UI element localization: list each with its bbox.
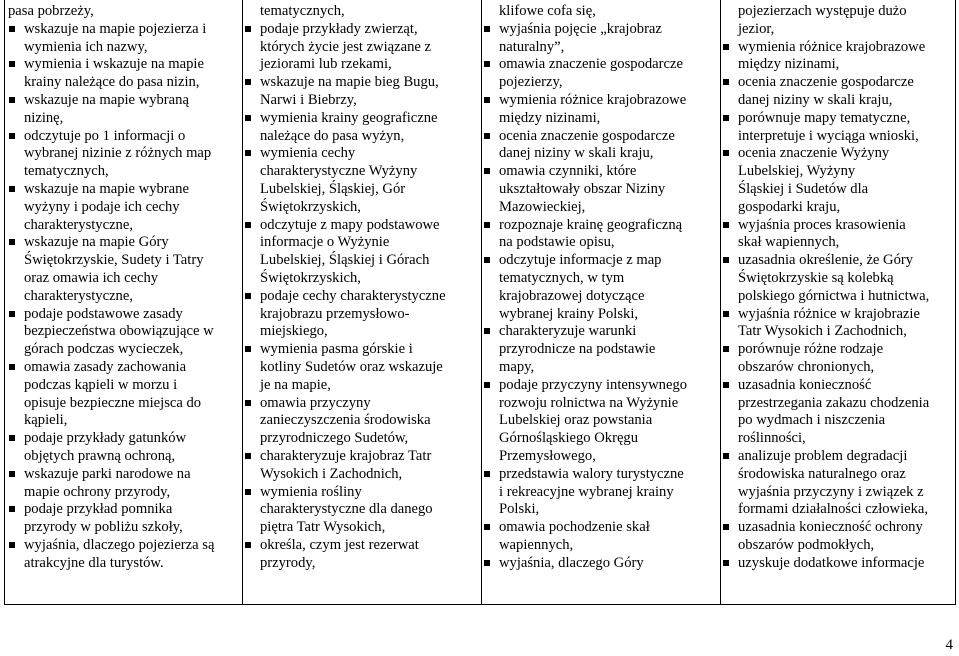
text-line: tematycznych, — [24, 163, 109, 180]
text-line: pasa pobrzeży, — [8, 3, 94, 19]
bullet-item-line: podaje przykłady gatunków — [8, 430, 241, 448]
bullet-item-line: wskazuje na mapie wybrane — [8, 181, 241, 199]
bullet-item-line: analizuje problem degradacji — [722, 448, 955, 466]
text-line: opisuje bezpieczne miejsca do — [24, 394, 202, 411]
bullet-item-line: wyjaśnia proces krasowienia — [722, 217, 955, 235]
bullet-item-line: podaje przykład pomnika — [8, 501, 241, 519]
text-line: Mazowieckiej, — [499, 198, 586, 215]
requirements-column-4 — [722, 3, 955, 573]
text-line: pojezierzach występuje dużo — [738, 3, 907, 19]
bullet-item-line: wyjaśnia, dlaczego Góry — [483, 555, 719, 573]
text-line: Śląskiej i Sudetów dla — [738, 180, 869, 197]
bullet-item-line: przedstawia walory turystyczne — [483, 466, 719, 484]
text-line: Lubelskiej, Śląskiej i Górach — [260, 252, 430, 269]
bullet-item-line: omawia pochodzenie skał — [483, 519, 719, 537]
text-line: zanieczyszczenia środowiska — [260, 412, 431, 429]
text-line: między nizinami, — [738, 56, 840, 73]
text-line: środowiska naturalnego oraz — [738, 465, 906, 482]
text-line: bezpieczeństwa obowiązujące w — [24, 323, 214, 340]
text-line: danej niziny w skali kraju, — [738, 91, 893, 108]
text-line: których życie jest związane z — [260, 38, 431, 55]
requirements-column-1 — [8, 3, 241, 573]
bullet-item-line: wymienia krainy geograficzne — [244, 110, 480, 128]
text-line: Narwi i Biebrzy, — [260, 91, 357, 108]
text-line: przyrody, — [260, 554, 316, 571]
text-line: jezior, — [738, 20, 775, 37]
text-line: oraz omawia ich cechy — [24, 269, 159, 286]
text-line: Polski, — [499, 501, 540, 518]
bullet-item-line: porównuje mapy tematyczne, — [722, 110, 955, 128]
bullet-item-line: wskazuje parki narodowe na — [8, 466, 241, 484]
bullet-item-line: podaje cechy charakterystyczne — [244, 288, 480, 306]
text-line: informacje o Wyżynie — [260, 234, 390, 251]
page-number: 4 — [945, 637, 953, 653]
text-line: przestrzegania zakazu chodzenia — [738, 394, 930, 411]
bullet-item-line: odczytuje informacje z map — [483, 252, 719, 270]
bullet-item-line: charakteryzuje krajobraz Tatr — [244, 448, 480, 466]
text-line: miejskiego, — [260, 323, 328, 340]
text-line: Lubelskiej, Śląskiej, Gór — [260, 180, 406, 197]
bullet-item-line: uzasadnia konieczność ochrony — [722, 519, 955, 537]
text-line: kotliny Sudetów oraz wskazuje — [260, 358, 443, 375]
table-border-left — [4, 0, 5, 605]
text-line: formami działalności człowieka, — [738, 501, 929, 518]
text-line: wybranej nizinie z różnych map — [24, 145, 212, 162]
text-line: po wydmach i niszczenia — [738, 412, 886, 429]
bullet-item-line: wyjaśnia różnice w krajobrazie — [722, 306, 955, 324]
bullet-item-line: omawia zasady zachowania — [8, 359, 241, 377]
text-line: roślinności, — [738, 430, 806, 447]
text-line: górach podczas wycieczek, — [24, 341, 184, 358]
text-line: kąpieli, — [24, 412, 68, 429]
text-line: krainy należące do pasa nizin, — [24, 74, 200, 91]
bullet-item-line: wyjaśnia pojęcie „krajobraz — [483, 21, 719, 39]
text-line: wapiennych, — [499, 536, 574, 553]
text-line: skał wapiennych, — [738, 234, 840, 251]
bullet-item-line: ocenia znaczenie gospodarcze — [722, 74, 955, 92]
requirements-column-2 — [244, 3, 480, 573]
text-line: Przemysłowego, — [499, 447, 596, 464]
text-line: Świętokrzyskie są kolebką — [738, 269, 894, 286]
bullet-item-line: wymienia różnice krajobrazowe — [483, 92, 719, 110]
column-divider — [242, 0, 243, 605]
text-line: przyrodnicze na podstawie — [499, 341, 656, 358]
text-line: naturalny”, — [499, 38, 565, 55]
text-line: przyrodniczego Sudetów, — [260, 430, 409, 447]
bullet-item-line: wyjaśnia, dlaczego pojezierza są — [8, 537, 241, 555]
text-line: na podstawie opisu, — [499, 234, 615, 251]
text-line: charakterystyczne Wyżyny — [260, 163, 418, 180]
bullet-item-line: określa, czym jest rezerwat — [244, 537, 480, 555]
bullet-item-line: omawia przyczyny — [244, 395, 480, 413]
text-line: Świętokrzyskich, — [260, 269, 361, 286]
text-line: Świętokrzyskie, Sudety i Tatry — [24, 252, 204, 269]
text-line: wybranej krainy Polski, — [499, 305, 639, 322]
text-line: jeziorami lub rzekami, — [260, 56, 392, 73]
bullet-item-line: wskazuje na mapie pojezierza i — [8, 21, 241, 39]
text-line: między nizinami, — [499, 109, 601, 126]
text-line: tematycznych, — [260, 3, 345, 19]
text-line: obszarów podmokłych, — [738, 536, 875, 553]
text-line: nizinę, — [24, 109, 64, 126]
text-line: charakterystyczne, — [24, 287, 133, 304]
text-line: atrakcyjne dla turystów. — [24, 554, 164, 571]
bullet-item-line: uzasadnia określenie, że Góry — [722, 252, 955, 270]
text-line: należące do pasa wyżyn, — [260, 127, 405, 144]
column-divider — [720, 0, 721, 605]
text-line: wyżyny i podaje ich cechy — [24, 198, 180, 215]
text-line: piętra Tatr Wysokich, — [260, 519, 386, 536]
bullet-item-line: porównuje różne rodzaje — [722, 341, 955, 359]
text-line: Górnośląskiego Okręgu — [499, 430, 639, 447]
text-line: mapie ochrony przyrody, — [24, 483, 171, 500]
text-line: obszarów chronionych, — [738, 358, 875, 375]
bullet-item-line: wymienia cechy — [244, 145, 480, 163]
text-line: przyrody w pobliżu szkoły, — [24, 519, 183, 536]
text-line: danej niziny w skali kraju, — [499, 145, 654, 162]
text-line: Świętokrzyskich, — [260, 198, 361, 215]
bullet-item-line: wymienia rośliny — [244, 484, 480, 502]
text-line: polskiego górnictwa i hutnictwa, — [738, 287, 930, 304]
text-line: wyjaśnia przyczyny i związek z — [738, 483, 924, 500]
text-line: Lubelskiej oraz powstania — [499, 412, 653, 429]
text-line: krajobrazowej dotyczące — [499, 287, 645, 304]
bullet-item-line: wskazuje na mapie wybraną — [8, 92, 241, 110]
text-line: charakterystyczne, — [24, 216, 133, 233]
column-divider — [481, 0, 482, 605]
text-line: tematycznych, w tym — [499, 269, 625, 286]
bullet-item-line: charakteryzuje warunki — [483, 323, 719, 341]
bullet-item-line: wymienia różnice krajobrazowe — [722, 39, 955, 57]
text-line: Wysokich i Zachodnich, — [260, 465, 403, 482]
text-line: Tatr Wysokich i Zachodnich, — [738, 323, 907, 340]
bullet-item-line: podaje przykłady zwierząt, — [244, 21, 480, 39]
bullet-item-line: ocenia znaczenie gospodarcze — [483, 128, 719, 146]
bullet-item-line: uzyskuje dodatkowe informacje — [722, 555, 955, 573]
text-line: Lubelskiej, Wyżyny — [738, 163, 856, 180]
bullet-item-line: podaje przyczyny intensywnego — [483, 377, 719, 395]
text-line: interpretuje i wyciąga wnioski, — [738, 127, 919, 144]
text-line: krajobrazu przemysłowo- — [260, 305, 410, 322]
bullet-item-line: ocenia znaczenie Wyżyny — [722, 145, 955, 163]
bullet-item-line: uzasadnia konieczność — [722, 377, 955, 395]
table-border-right — [955, 0, 956, 605]
bullet-item-line: podaje podstawowe zasady — [8, 306, 241, 324]
text-line: ukształtowały obszar Niziny — [499, 180, 666, 197]
bullet-item-line: odczytuje po 1 informacji o — [8, 128, 241, 146]
requirements-column-3 — [483, 3, 719, 573]
text-line: i rekreacyjne wybranej krainy — [499, 483, 674, 500]
text-line: pojezierzy, — [499, 74, 563, 91]
bullet-item-line: wymienia i wskazuje na mapie — [8, 56, 241, 74]
text-line: gospodarki kraju, — [738, 198, 841, 215]
curriculum-table — [4, 0, 956, 605]
text-line: charakterystyczne dla danego — [260, 501, 433, 518]
text-line: podczas kąpieli w morzu i — [24, 376, 178, 393]
text-line: wymienia ich nazwy, — [24, 38, 148, 55]
bullet-item-line: wskazuje na mapie Góry — [8, 234, 241, 252]
bullet-item-line: wskazuje na mapie bieg Bugu, — [244, 74, 480, 92]
text-line: rozwoju rolnictwa na Wyżynie — [499, 394, 679, 411]
bullet-item-line: odczytuje z mapy podstawowe — [244, 217, 480, 235]
text-line: mapy, — [499, 358, 535, 375]
bullet-item-line: omawia znaczenie gospodarcze — [483, 56, 719, 74]
text-line: klifowe cofa się, — [499, 3, 596, 19]
bullet-item-line: omawia czynniki, które — [483, 163, 719, 181]
bullet-item-line: rozpoznaje krainę geograficzną — [483, 217, 719, 235]
bullet-item-line: wymienia pasma górskie i — [244, 341, 480, 359]
text-line: objętych prawną ochroną, — [24, 447, 176, 464]
text-line: je na mapie, — [260, 376, 331, 393]
